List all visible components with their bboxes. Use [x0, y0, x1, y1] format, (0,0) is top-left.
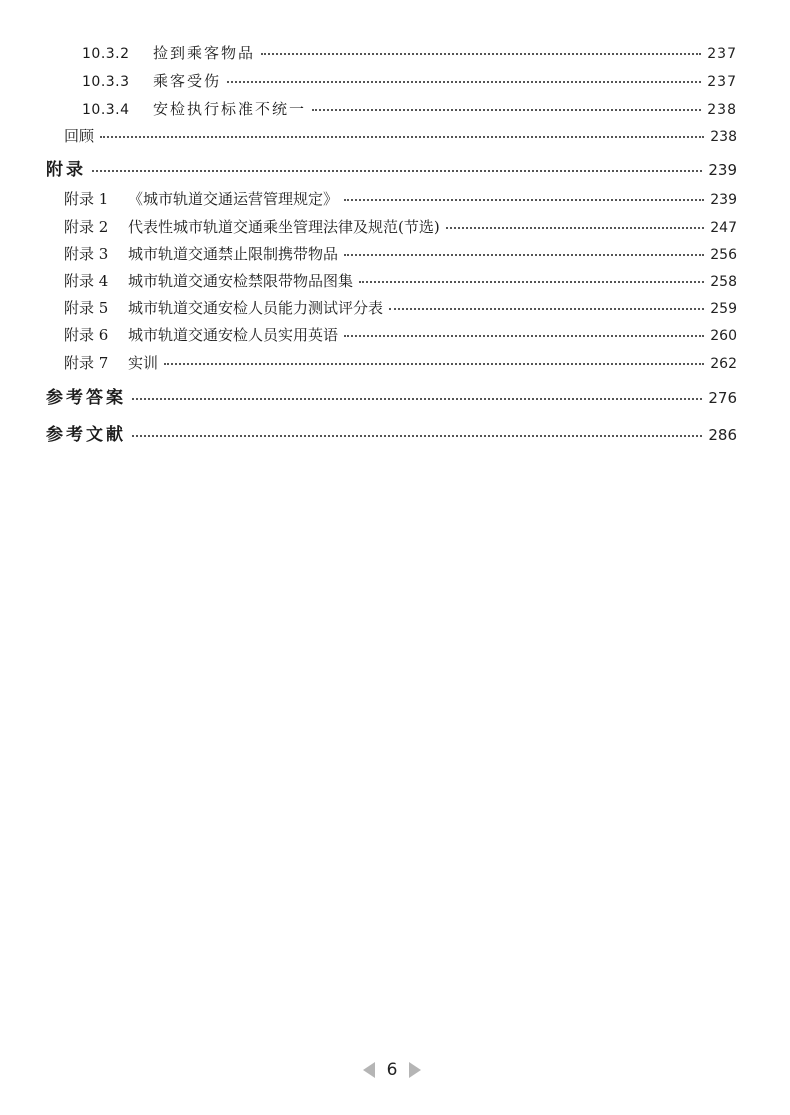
dot-leader [132, 397, 702, 400]
toc-entry-references[interactable] [46, 420, 737, 445]
entry-title: 附录 [46, 160, 86, 180]
dot-leader [164, 362, 704, 365]
dot-leader [446, 226, 705, 229]
entry-title: 捡到乘客物品 [153, 44, 256, 62]
toc-entry-10-3-2[interactable] [82, 42, 737, 63]
toc-entry-review[interactable] [64, 125, 737, 146]
entry-title: 回顾 [64, 127, 95, 145]
page-number: 247 [710, 220, 737, 236]
toc-entry-answers[interactable] [46, 383, 737, 408]
appendix-number: 附录 2 [64, 218, 109, 236]
entry-title: 参考答案 [46, 388, 126, 408]
toc-entry-appendix-5[interactable] [64, 297, 737, 318]
dot-leader [344, 253, 704, 256]
entry-title: 城市轨道交通禁止限制携带物品 [128, 245, 339, 263]
entry-title: 城市轨道交通安检人员能力测试评分表 [128, 299, 384, 317]
entry-title: 代表性城市轨道交通乘坐管理法律及规范(节选) [128, 218, 440, 236]
section-number: 10.3.2 [82, 46, 130, 62]
entry-title: 《城市轨道交通运营管理规定》 [128, 190, 339, 208]
page-number: 260 [710, 328, 737, 344]
entry-title: 城市轨道交通安检禁限带物品图集 [128, 272, 354, 290]
dot-leader [100, 135, 704, 138]
toc-entry-10-3-4[interactable] [82, 98, 737, 119]
dot-leader [132, 434, 702, 437]
entry-title: 参考文献 [46, 425, 126, 445]
page-number: 258 [710, 274, 737, 290]
triangle-right-icon [409, 1062, 421, 1078]
page-number: 238 [710, 129, 737, 145]
dot-leader [227, 80, 701, 83]
section-number: 10.3.3 [82, 74, 130, 90]
triangle-left-icon [363, 1062, 375, 1078]
page-number: 239 [708, 161, 737, 179]
appendix-number: 附录 1 [64, 190, 109, 208]
footer-page-number: 6 [386, 1060, 398, 1080]
toc-entry-appendix-6[interactable] [64, 324, 737, 345]
page-footer [356, 1058, 428, 1082]
entry-title: 乘客受伤 [153, 72, 222, 90]
toc-entry-appendix[interactable] [46, 155, 737, 180]
page-number: 259 [710, 301, 737, 317]
toc-entry-appendix-4[interactable] [64, 270, 737, 291]
appendix-number: 附录 6 [64, 326, 109, 344]
page-number: 276 [708, 389, 737, 407]
entry-title: 实训 [128, 354, 159, 372]
appendix-number: 附录 3 [64, 245, 109, 263]
toc-entry-appendix-3[interactable] [64, 243, 737, 264]
dot-leader [92, 169, 702, 172]
toc-entry-appendix-1[interactable] [64, 188, 737, 209]
entry-title: 安检执行标准不统一 [153, 100, 307, 118]
toc-entry-appendix-2[interactable] [64, 216, 737, 237]
page-number: 262 [710, 356, 737, 372]
page-number: 286 [708, 426, 737, 444]
appendix-number: 附录 5 [64, 299, 109, 317]
toc-entry-10-3-3[interactable] [82, 70, 737, 91]
appendix-number: 附录 4 [64, 272, 109, 290]
page-number: 239 [710, 192, 737, 208]
dot-leader [389, 307, 704, 310]
dot-leader [344, 334, 704, 337]
dot-leader [344, 198, 704, 201]
toc-entry-appendix-7[interactable] [64, 352, 737, 373]
page-number: 238 [707, 102, 737, 118]
appendix-number: 附录 7 [64, 354, 109, 372]
section-number: 10.3.4 [82, 102, 130, 118]
page-number: 256 [710, 247, 737, 263]
entry-title: 城市轨道交通安检人员实用英语 [128, 326, 339, 344]
dot-leader [312, 108, 701, 111]
dot-leader [261, 52, 701, 55]
page-number: 237 [707, 46, 737, 62]
dot-leader [359, 280, 704, 283]
page-number: 237 [707, 74, 737, 90]
